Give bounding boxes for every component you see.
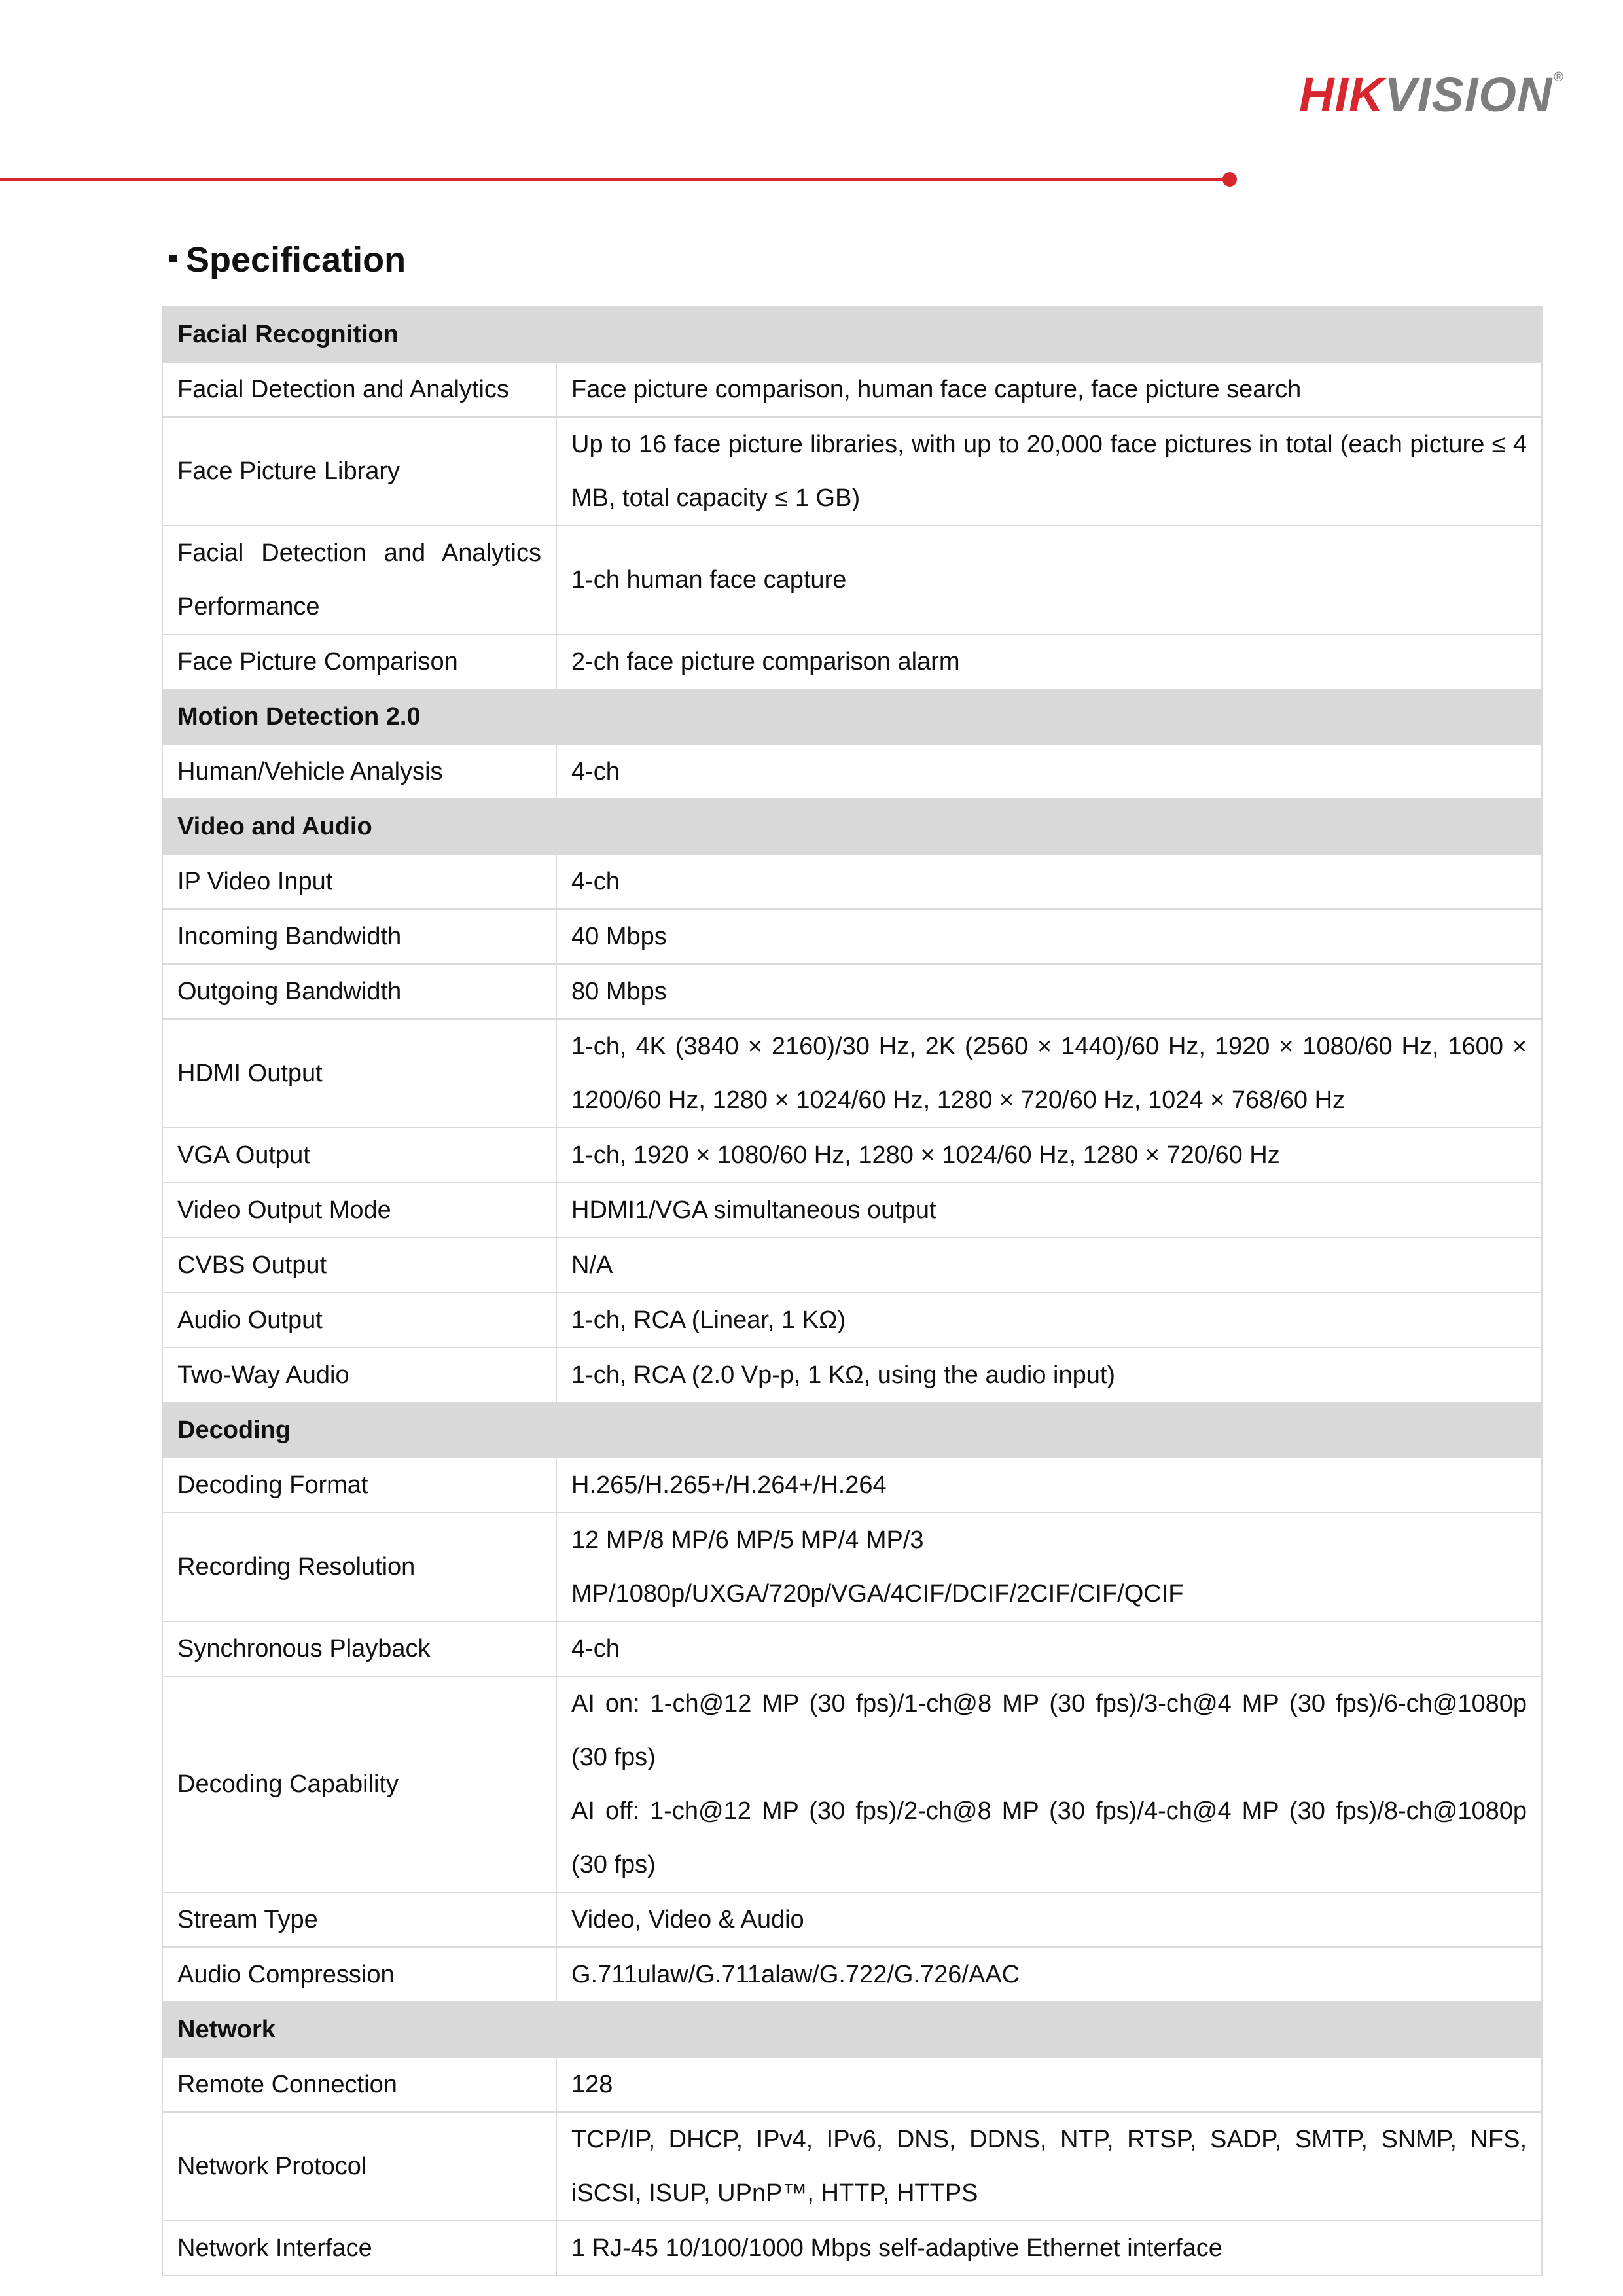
logo-hik: HIK: [1299, 67, 1385, 122]
spec-value: H.265/H.265+/H.264+/H.264: [556, 1458, 1542, 1513]
table-row: [162, 909, 1542, 964]
spec-value: 4-ch: [556, 1621, 1542, 1676]
spec-value: 40 Mbps: [556, 909, 1542, 964]
table-row: [162, 2057, 1542, 2112]
spec-label: VGA Output: [162, 1128, 556, 1183]
table-row: [162, 362, 1542, 417]
table-row: [162, 526, 1542, 634]
spec-label: Outgoing Bandwidth: [162, 964, 556, 1019]
spec-label: Two-Way Audio: [162, 1348, 556, 1403]
spec-label: Network Interface: [162, 2221, 556, 2276]
section-row: [162, 799, 1542, 854]
table-row: [162, 1019, 1542, 1128]
table-row: [162, 417, 1542, 526]
spec-label: CVBS Output: [162, 1238, 556, 1293]
decoding-ai-off: AI off: 1-ch@12 MP (30 fps)/2-ch@8 MP (30 fps)/4-ch@4 MP (30 fps)/8-ch@1080p (30 fps): [571, 1797, 1527, 1878]
section-heading: Network: [162, 2002, 1542, 2057]
spec-value: 80 Mbps: [556, 964, 1542, 1019]
table-row: [162, 744, 1542, 799]
spec-value: Video, Video & Audio: [556, 1892, 1542, 1947]
table-row: [162, 1947, 1542, 2002]
spec-label: Face Picture Library: [162, 417, 556, 526]
spec-label: Recording Resolution: [162, 1513, 556, 1621]
hikvision-logo: [1299, 67, 1565, 122]
spec-label: Synchronous Playback: [162, 1621, 556, 1676]
spec-label: IP Video Input: [162, 854, 556, 909]
spec-value: 1-ch human face capture: [556, 526, 1542, 634]
bullet-icon: [169, 255, 177, 262]
spec-value: 128: [556, 2057, 1542, 2112]
table-row: [162, 1238, 1542, 1293]
table-row: [162, 1458, 1542, 1513]
section-heading: Video and Audio: [162, 799, 1542, 854]
section-heading: Decoding: [162, 1403, 1542, 1458]
spec-value: 12 MP/8 MP/6 MP/5 MP/4 MP/3 MP/1080p/UXGA/720p/VGA/4CIF/DCIF/2CIF/CIF/QCIF: [556, 1513, 1542, 1621]
page-title: [169, 242, 406, 278]
spec-label: Remote Connection: [162, 2057, 556, 2112]
spec-value: Up to 16 face picture libraries, with up to 20,000 face pictures in total (each picture ≤ 4 MB, total capacity ≤ 1 GB): [556, 417, 1542, 526]
section-row: [162, 2002, 1542, 2057]
spec-label: Facial Detection and Analytics Performance: [162, 526, 556, 634]
spec-label: Decoding Format: [162, 1458, 556, 1513]
logo-vision: VISION: [1384, 67, 1553, 122]
table-row: [162, 1676, 1542, 1892]
spec-value: N/A: [556, 1238, 1542, 1293]
spec-label: Video Output Mode: [162, 1183, 556, 1238]
spec-value: 1-ch, 1920 × 1080/60 Hz, 1280 × 1024/60 Hz, 1280 × 720/60 Hz: [556, 1128, 1542, 1183]
spec-value: HDMI1/VGA simultaneous output: [556, 1183, 1542, 1238]
header-rule-dot: [1222, 172, 1237, 187]
table-row: [162, 964, 1542, 1019]
spec-value: 1 RJ-45 10/100/1000 Mbps self-adaptive Ethernet interface: [556, 2221, 1542, 2276]
spec-label: Network Protocol: [162, 2112, 556, 2221]
table-row: [162, 1293, 1542, 1348]
spec-value: 1-ch, RCA (2.0 Vp-p, 1 KΩ, using the audio input): [556, 1348, 1542, 1403]
section-row: [162, 307, 1542, 362]
section-heading: Motion Detection 2.0: [162, 689, 1542, 744]
table-row: [162, 1128, 1542, 1183]
page-title-text: Specification: [186, 240, 406, 279]
spec-value: 4-ch: [556, 744, 1542, 799]
spec-value: [556, 1676, 1542, 1892]
spec-label: HDMI Output: [162, 1019, 556, 1128]
header-rule: [0, 178, 1225, 181]
table-row: [162, 1183, 1542, 1238]
table-row: [162, 634, 1542, 689]
spec-value: Face picture comparison, human face capture, face picture search: [556, 362, 1542, 417]
spec-label: Audio Output: [162, 1293, 556, 1348]
table-row: [162, 1621, 1542, 1676]
table-row: [162, 1513, 1542, 1621]
decoding-ai-on: AI on: 1-ch@12 MP (30 fps)/1-ch@8 MP (30 fps)/3-ch@4 MP (30 fps)/6-ch@1080p (30 fps): [571, 1690, 1527, 1771]
table-row: [162, 854, 1542, 909]
section-row: [162, 689, 1542, 744]
spec-label: Human/Vehicle Analysis: [162, 744, 556, 799]
spec-label: Facial Detection and Analytics: [162, 362, 556, 417]
table-row: [162, 1892, 1542, 1947]
spec-label: Stream Type: [162, 1892, 556, 1947]
spec-label: Decoding Capability: [162, 1676, 556, 1892]
table-row: [162, 2221, 1542, 2276]
spec-label: Incoming Bandwidth: [162, 909, 556, 964]
table-row: [162, 1348, 1542, 1403]
logo-registered-mark: ®: [1554, 70, 1565, 84]
spec-value: G.711ulaw/G.711alaw/G.722/G.726/AAC: [556, 1947, 1542, 2002]
spec-value: 1-ch, 4K (3840 × 2160)/30 Hz, 2K (2560 × 1440)/60 Hz, 1920 × 1080/60 Hz, 1600 × 1200/60 Hz, 1280 × 1024/60 Hz, 1280 × 720/60 Hz, 1024 × 768/60 Hz: [556, 1019, 1542, 1128]
section-heading: Facial Recognition: [162, 307, 1542, 362]
section-row: [162, 1403, 1542, 1458]
spec-value: 1-ch, RCA (Linear, 1 KΩ): [556, 1293, 1542, 1348]
spec-value: 2-ch face picture comparison alarm: [556, 634, 1542, 689]
specification-table: [162, 306, 1543, 2276]
spec-label: Audio Compression: [162, 1947, 556, 2002]
spec-value: 4-ch: [556, 854, 1542, 909]
spec-label: Face Picture Comparison: [162, 634, 556, 689]
spec-value: TCP/IP, DHCP, IPv4, IPv6, DNS, DDNS, NTP, RTSP, SADP, SMTP, SNMP, NFS, iSCSI, ISUP, UPnP™, HTTP, HTTPS: [556, 2112, 1542, 2221]
table-row: [162, 2112, 1542, 2221]
